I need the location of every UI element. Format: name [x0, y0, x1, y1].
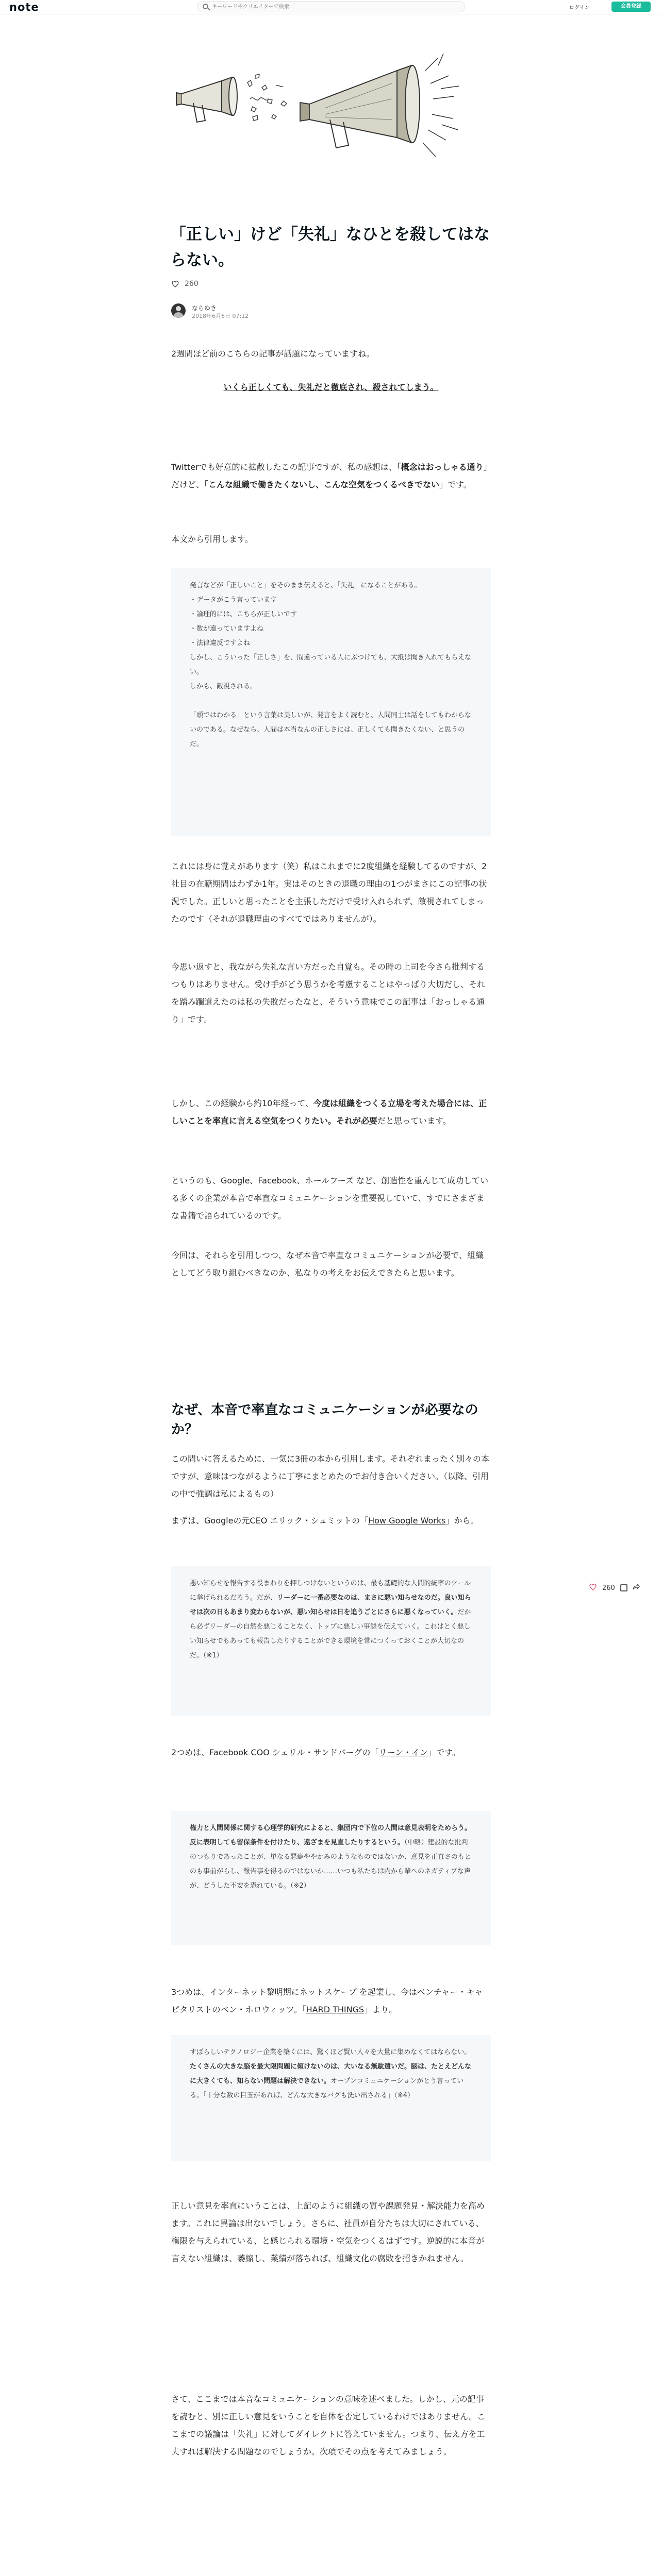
book-link-lean-in[interactable]: リーン・イン — [378, 1748, 428, 1757]
publish-date: 2018年6月6日 07:12 — [192, 313, 249, 319]
book-link-hard-things[interactable]: HARD THINGS — [306, 2005, 365, 2014]
author-avatar[interactable] — [171, 303, 186, 318]
site-header — [0, 0, 662, 14]
paragraph: 2週間ほど前のこちらの記事が話題になっていますね。 — [171, 349, 375, 359]
radiating-lines — [423, 54, 459, 157]
section-heading: なぜ、本音で率直なコミュニケーションが必要なのか？ — [171, 1402, 478, 1437]
paragraph: しかし、この経験から約10年経って、今度は組織をつくる立場を考えた場合には、正しいことを率直に言える空気をつくりたい。それが必要だと思っています。 — [171, 1098, 487, 1126]
paragraph: Twitterでも好意的に拡散したこの記事ですが、私の感想は、「概念はおっしゃる通り」だけど、「こんな組織で働きたくないし、こんな空気をつくるべきでない」です。 — [171, 462, 488, 489]
comment-icon[interactable] — [620, 1584, 627, 1591]
large-megaphone-illustration — [300, 65, 420, 148]
quote-line: ・データがこう言っています — [190, 596, 277, 604]
author-name[interactable]: ならゆき — [192, 304, 217, 312]
quote-line: ・数が違っていますよね — [190, 625, 264, 633]
article-link[interactable]: いくら正しくても、失礼だと徹底され、殺されてしまう。 — [223, 382, 439, 392]
paragraph: 2つめは、Facebook COO シェリル・サンドバーグの「リーン・イン」です。 — [171, 1748, 460, 1757]
quote-line: 「頭ではわかる」という言葉は美しいが、発言をよく読むと、人間同士は話をしてもわからないのである。なぜなら、人間は本当なんの正しさには、正しくても聞きたくない、と思うのだ。 — [190, 711, 472, 748]
search-box[interactable] — [197, 1, 465, 12]
paragraph: 今回は、それらを引用しつつ、なぜ本音で率直なコミュニケーションが必要で、組織としてどう取り組むべきなのか、私なりの考えをお伝えできたらと思います。 — [171, 1250, 484, 1278]
floating-like-count: 260 — [602, 1584, 615, 1592]
search-icon — [203, 4, 208, 9]
paragraph: 今思い返すと、我ながら失礼な言い方だった自覚も。その時の上司を今さら批判するつもりはありません。受け手がどう思うかを考慮することはやっぱり大切だし、それを踏み躙道えたのは私の失敗だったなと、そういう意味でこの記事は「おっしゃる通り」です。 — [171, 962, 485, 1024]
heart-icon[interactable] — [589, 1583, 597, 1591]
like-count-value: 260 — [185, 280, 198, 288]
paragraph: まずは、Googleの元CEO エリック・シュミットの「How Google Works」から。 — [171, 1516, 479, 1526]
paragraph: 3つめは、インターネット黎明期にネットスケープ を起業し、今はベンチャー・キャピタリストのベン・ホロウィッツ。「HARD THINGS」より。 — [171, 1987, 483, 2014]
paragraph: これには身に覚えがあります（笑）私はこれまでに2度組織を経験してるのですが、2社目の在籍期間はわずか1年。実はそのときの退職の理由の1つがまさにこの記事の状況でした。正しいと思ったことを主張しただけで受け入れられず、敵視されてしまったのです（それが退職理由のすべてではありませんが）。 — [171, 861, 487, 924]
paragraph: さて、ここまでは本音なコミュニケーションの意味を述べました。しかし、元の記事を読むと、別に正しい意見をいうことを自体を否定しているわけではありません。ここまでの議論は「失礼」に対してダイレクトに答えていません。つまり、伝え方を工夫すれば解決する問題なのでしょうか。次項でその点を考えてみましょう。 — [171, 2394, 485, 2456]
share-icon[interactable] — [633, 1584, 640, 1590]
quote-spacer — [190, 694, 472, 708]
book-link-how-google-works[interactable]: How Google Works — [368, 1516, 446, 1526]
blockquote: 悪い知らせを報告する役まわりを押しつけないというのは、最も基礎的な人間的統率のツールに挙げられるだろう。だが、リーダーに一番必要なのは、まさに悪い知らせなのだ。良い知らせは次の日もあまり変わらないが、悪い知らせは日を追うごとにさらに悪くなっていく。だから必ずリーダーの自然を悪じることなく、トップに悪しい事態を伝えていく。これはとく悪しい知らせでもあっても報告したりすることができる環境を常につくっておくことが大切なのだ。（※1） — [171, 1566, 491, 1716]
floating-action-bar — [589, 1583, 640, 1595]
scribble-sound-lines — [247, 74, 287, 121]
search-input[interactable] — [212, 3, 459, 10]
paragraph: 本文から引用します。 — [171, 534, 253, 544]
floating-like-button[interactable] — [589, 1583, 597, 1593]
blockquote: すばらしいテクノロジー企業を築くには、驚くほど賢い人々を大量に集めなくてはならない。たくさんの大きな脳を最大限問題に傾けないのは、大いなる無駄遣いだ。脳は、たとえどんなに大きくても、知らない問題は解決できない。オープンコミュニケーションがとう言っている。「十分な数の目玉があれば、どんな大きなバグも洗い出される」（※4） — [171, 2035, 491, 2161]
paragraph: 正しい意見を率直にいうことは、上記のように組織の質や課題発見・解決能力を高めます。これに異論は出ないでしょう。さらに、社員が自分たちは大切にされている、権限を与えられている、と感じられる環境・空気をつくるはずです。逆説的に本音が言えない組織は、萎縮し、業績が落ちれば、組織文化の腐敗を招きかねません。 — [171, 2201, 485, 2263]
login-link[interactable]: ログイン — [569, 5, 590, 11]
header-illustration — [170, 22, 490, 238]
quote-line: しかし、こういった「正しさ」を、間違っている人にぶつけても、大抵は聞き入れてもらえない。 — [190, 654, 472, 676]
blockquote: 権力と人間関係に関する心理学的研究によると、集団内で下位の人間は意見表明をためらう。反に表明しても留保条件を付けたり、遠ざまを見直したりするという。（中略）建設的な批判のつもりであったことが、単なる悪癖ややかみのようなものではないか、意見を正直さのもとのも事前がらし、報告事を得るのではないか……いつも私たちは内から輩へのネガティブな声が、どうした不安を恐れている。（※2） — [171, 1811, 491, 1945]
paragraph: この問いに答えるために、一気に3冊の本から引用します。それぞれまったく別々の本ですが、意味はつながるように丁寧にまとめたのでお付き合いください。（以降、引用の中で強調は私によるもの） — [171, 1454, 489, 1499]
article-like-count[interactable] — [171, 280, 198, 292]
blockquote — [171, 568, 491, 836]
heart-icon[interactable] — [171, 280, 179, 288]
note-logo[interactable]: note — [9, 1, 39, 13]
signup-button[interactable]: 会員登録 — [611, 2, 651, 12]
quote-line: しかも、敵視される。 — [190, 683, 257, 690]
paragraph: というのも、Google、Facebook、ホールフーズ など、創造性を重んじて成功している多くの企業が本音で率直なコミュニケーションを重要視していて、すでにさまざまな書籍で語られているのです。 — [171, 1176, 489, 1221]
quote-line: ・法律違反ですよね — [190, 639, 251, 647]
quote-line: ・論理的には、こちらが正しいです — [190, 611, 297, 618]
quote-line: 発言などが「正しいこと」をそのまま伝えると、「失礼」になることがある。 — [190, 582, 421, 589]
small-megaphone-illustration — [176, 77, 237, 122]
article-title: 「正しい」けど「失礼」なひとを殺してはならない。 — [170, 225, 490, 269]
